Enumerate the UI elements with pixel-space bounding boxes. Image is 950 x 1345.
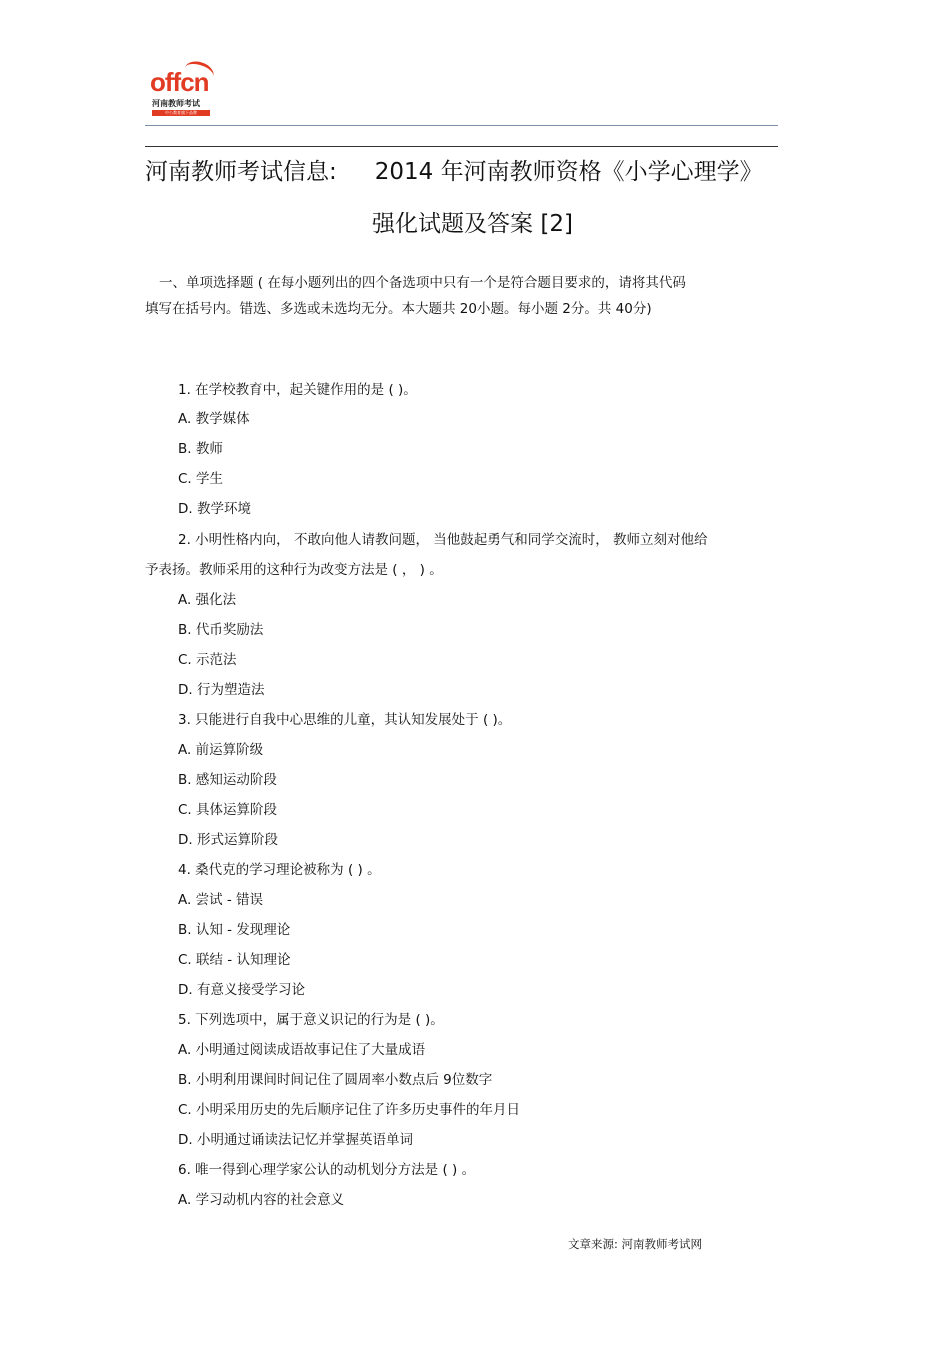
- question-5: 5. 下列选项中，属于意义识记的行为是 ( )。: [178, 1012, 444, 1028]
- option-2d: D. 行为塑造法: [178, 682, 265, 698]
- option-5b: B. 小明利用课间时间记住了圆周率小数点后 9位数字: [178, 1072, 493, 1088]
- option-5c: C. 小明采用历史的先后顺序记住了许多历史事件的年月日: [178, 1102, 521, 1118]
- page-title-line2: 强化试题及答案 [2]: [372, 211, 573, 237]
- logo-wordmark: offcn: [150, 67, 209, 97]
- option-1a: A. 教学媒体: [178, 411, 250, 427]
- page-title-line1: [145, 157, 785, 187]
- option-5a: A. 小明通过阅读成语故事记住了大量成语: [178, 1042, 426, 1058]
- option-5d: D. 小明通过诵读法记忆并掌握英语单词: [178, 1132, 413, 1148]
- option-4d: D. 有意义接受学习论: [178, 982, 305, 998]
- section-line1: 一、单项选择题 ( 在每小题列出的四个备选项中只有一个是符合题目要求的，请将其代码: [159, 275, 686, 291]
- option-1c: C. 学生: [178, 471, 224, 487]
- section-instructions: [145, 270, 785, 322]
- title-divider: [145, 146, 778, 147]
- option-3a: A. 前运算阶级: [178, 742, 264, 758]
- question-6: 6. 唯一得到心理学家公认的动机划分方法是 ( ) 。: [178, 1162, 476, 1178]
- question-2-line2: 予表扬。教师采用的这种行为改变方法是 ( ， ) 。: [145, 562, 443, 578]
- title-part2: 2014 年河南教师资格《小学心理学》: [374, 159, 763, 185]
- title-part1: 河南教师考试信息:: [145, 159, 337, 185]
- option-2b: B. 代币奖励法: [178, 622, 264, 638]
- option-4b: B. 认知 - 发现理论: [178, 922, 291, 938]
- logo-tagline: 中公教育旗下品牌: [152, 110, 210, 116]
- option-3c: C. 具体运算阶段: [178, 802, 278, 818]
- header-divider: [145, 125, 778, 126]
- offcn-logo: [150, 68, 212, 120]
- option-2c: C. 示范法: [178, 652, 237, 668]
- question-1: 1. 在学校教育中，起关键作用的是 ( )。: [178, 382, 417, 398]
- question-4: 4. 桑代克的学习理论被称为 ( ) 。: [178, 862, 381, 878]
- option-6a: A. 学习动机内容的社会意义: [178, 1192, 345, 1208]
- option-4a: A. 尝试 - 错误: [178, 892, 264, 908]
- option-2a: A. 强化法: [178, 592, 237, 608]
- question-3: 3. 只能进行自我中心思维的儿童，其认知发展处于 ( )。: [178, 712, 512, 728]
- question-2-line1: 2. 小明性格内向， 不敢向他人请教问题， 当他鼓起勇气和同学交流时， 教师立刻对他给: [178, 532, 708, 548]
- logo-subtitle: 河南教师考试: [152, 99, 200, 108]
- option-1b: B. 教师: [178, 441, 223, 457]
- option-3b: B. 感知运动阶段: [178, 772, 277, 788]
- source-footer: 文章来源: 河南教师考试网: [568, 1237, 703, 1251]
- option-4c: C. 联结 - 认知理论: [178, 952, 291, 968]
- option-1d: D. 教学环境: [178, 501, 251, 517]
- section-line2: 填写在括号内。错选、多选或未选均无分。本大题共 20小题。每小题 2分。共 40分): [145, 301, 652, 317]
- option-3d: D. 形式运算阶段: [178, 832, 278, 848]
